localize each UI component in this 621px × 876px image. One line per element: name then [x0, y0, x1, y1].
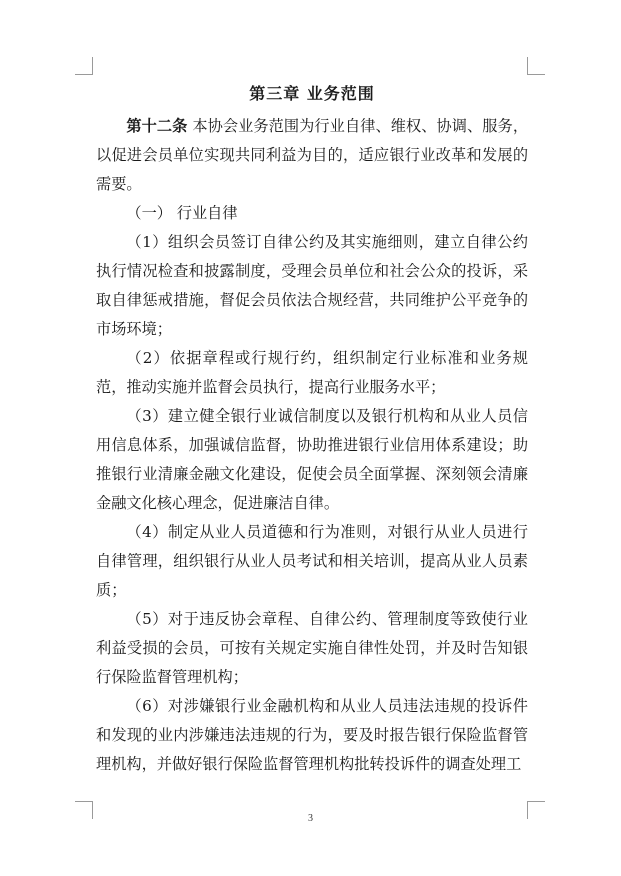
list-item: （6）对涉嫌银行业金融机构和从业人员违法违规的投诉件和发现的业内涉嫌违法违规的行为，要及时报告银行保险监督管理机构，并做好银行保险监督管理机构批转投诉件的调查处理工 [96, 697, 528, 773]
article-number: 第十二条 [126, 117, 188, 135]
list-item: （5）对于违反协会章程、自律公约、管理制度等致使行业利益受损的会员，可按有关规定实施自律性处罚，并及时告知银行保险监督管理机构； [96, 610, 528, 686]
article-paragraph [96, 112, 528, 199]
list-item: （3）建立健全银行业诚信制度以及银行机构和从业人员信用信息体系，加强诚信监督，协助推进银行业信用体系建设；助推银行业清廉金融文化建设，促使会员全面掌握、深刻领会清廉金融文化核心理念，促进廉洁自律。 [96, 407, 528, 512]
page-number: 3 [308, 813, 313, 824]
list-item: （2）依据章程或行规行约，组织制定行业标准和业务规范，推动实施并监督会员执行，提高行业服务水平； [96, 349, 528, 396]
list-item: （1）组织会员签订自律公约及其实施细则，建立自律公约执行情况检查和披露制度，受理会员单位和社会公众的投诉，采取自律惩戒措施，督促会员依法合规经营，共同维护公平竞争的市场环境； [96, 233, 528, 338]
crop-mark-top-right [527, 57, 545, 75]
crop-mark-top-left [75, 57, 93, 75]
chapter-title: 第三章 业务范围 [249, 84, 375, 103]
page-content [96, 84, 528, 779]
article-text: 本协会业务范围为行业自律、维权、协调、服务，以促进会员单位实现共同利益为目的，适应银行业改革和发展的需要。 [96, 117, 529, 193]
section-heading: （一） 行业自律 [126, 204, 238, 222]
list-item: （4）制定从业人员道德和行为准则，对银行从业人员进行自律管理，组织银行从业人员考试和相关培训，提高从业人员素质； [96, 523, 528, 599]
